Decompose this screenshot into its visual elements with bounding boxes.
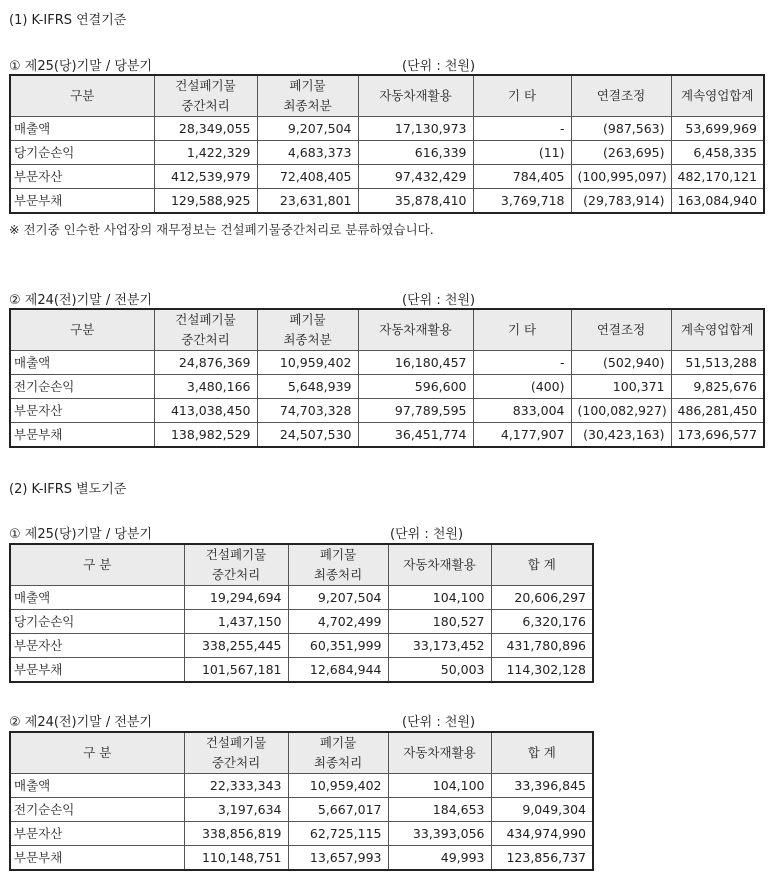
table-cell: 123,856,737: [491, 846, 593, 871]
column-header-line: 자동차재활용: [379, 88, 452, 103]
table-row: [10, 165, 764, 189]
column-header-line: 최종처분: [283, 332, 332, 347]
table-row: [10, 634, 593, 658]
column-header: [473, 309, 571, 351]
column-header: [10, 732, 184, 774]
table-cell: 33,393,056: [388, 822, 491, 846]
column-header-line: 계속영업합계: [681, 322, 754, 337]
row-label: 당기순손익: [10, 141, 154, 165]
row-label: 부문부채: [10, 658, 184, 683]
table-cell: 110,148,751: [184, 846, 288, 871]
table-row: [10, 375, 764, 399]
column-header: [571, 309, 671, 351]
table-cell: 3,769,718: [473, 189, 571, 214]
column-header: [154, 309, 257, 351]
table-cell: 101,567,181: [184, 658, 288, 683]
row-label: 전기순손익: [10, 375, 154, 399]
row-label: 부문부채: [10, 423, 154, 448]
table-cell: 9,207,504: [288, 586, 388, 610]
table-row: [10, 351, 764, 375]
column-header: [184, 732, 288, 774]
table-cell: 17,130,973: [358, 117, 473, 141]
table-3-unit: (단위 : 천원): [390, 527, 464, 542]
table-header-row: [10, 732, 593, 774]
column-header-line: 중간처리: [211, 755, 261, 770]
table-cell: 97,789,595: [358, 399, 473, 423]
row-label: 매출액: [10, 117, 154, 141]
table-row: [10, 189, 764, 214]
column-header-line: 최종처리: [313, 755, 363, 770]
table-cell: 4,702,499: [288, 610, 388, 634]
table-cell: 10,959,402: [288, 774, 388, 798]
column-header-line: 건설폐기물: [205, 547, 267, 562]
table-cell: 19,294,694: [184, 586, 288, 610]
column-header: [358, 75, 473, 117]
table-cell: (263,695): [571, 141, 671, 165]
table-cell: 482,170,121: [671, 165, 764, 189]
table-cell: 12,684,944: [288, 658, 388, 683]
table-separate-current: [9, 543, 594, 683]
column-header: [491, 544, 593, 586]
table-row: [10, 141, 764, 165]
column-header: [10, 75, 154, 117]
row-label: 부문부채: [10, 846, 184, 871]
column-header: [473, 75, 571, 117]
table-header-row: [10, 75, 764, 117]
table-cell: 28,349,055: [154, 117, 257, 141]
column-header: [388, 544, 491, 586]
table-row: [10, 798, 593, 822]
table-cell: -: [473, 117, 571, 141]
table-cell: 114,302,128: [491, 658, 593, 683]
row-label: 전기순손익: [10, 798, 184, 822]
row-label: 매출액: [10, 586, 184, 610]
column-header-line: 연결조정: [596, 322, 646, 337]
table-cell: 4,177,907: [473, 423, 571, 448]
table-cell: 6,458,335: [671, 141, 764, 165]
column-header: [358, 309, 473, 351]
table-cell: (30,423,163): [571, 423, 671, 448]
table-cell: 49,993: [388, 846, 491, 871]
table-cell: 9,207,504: [257, 117, 358, 141]
table-cell: 104,100: [388, 586, 491, 610]
column-header-line: 구 분: [83, 745, 112, 760]
column-header-line: 폐기물: [289, 78, 326, 93]
table-cell: 36,451,774: [358, 423, 473, 448]
column-header-line: 중간처리: [211, 567, 261, 582]
table-4-unit: (단위 : 천원): [402, 715, 476, 730]
table-cell: 33,173,452: [388, 634, 491, 658]
table-cell: 60,351,999: [288, 634, 388, 658]
table-cell: 3,197,634: [184, 798, 288, 822]
column-header-line: 구분: [70, 322, 95, 337]
column-header-line: 구 분: [83, 557, 112, 572]
column-header: [184, 544, 288, 586]
table-row: [10, 822, 593, 846]
table-2-unit: (단위 : 천원): [402, 293, 476, 308]
column-header: [288, 732, 388, 774]
table-row: [10, 117, 764, 141]
row-label: 부문자산: [10, 634, 184, 658]
column-header: [571, 75, 671, 117]
table-cell: 3,480,166: [154, 375, 257, 399]
row-label: 부문자산: [10, 399, 154, 423]
table-cell: 5,648,939: [257, 375, 358, 399]
table-1-note: ※ 전기중 인수한 사업장의 재무정보는 건설폐기물중간처리로 분류하였습니다.: [9, 222, 434, 237]
column-header-line: 구분: [70, 88, 95, 103]
column-header-line: 기 타: [507, 88, 537, 103]
table-3-period: ① 제25(당)기말 / 당분기: [9, 527, 153, 542]
column-header: [257, 75, 358, 117]
column-header-line: 최종처분: [283, 98, 332, 113]
table-cell: 35,878,410: [358, 189, 473, 214]
table-cell: 784,405: [473, 165, 571, 189]
table-cell: 6,320,176: [491, 610, 593, 634]
table-cell: 616,339: [358, 141, 473, 165]
table-cell: 16,180,457: [358, 351, 473, 375]
table-cell: 9,825,676: [671, 375, 764, 399]
column-header-line: 폐기물: [319, 735, 357, 750]
table-cell: (100,995,097): [571, 165, 671, 189]
table-cell: 833,004: [473, 399, 571, 423]
column-header-line: 중간처리: [181, 98, 230, 113]
column-header: [10, 309, 154, 351]
column-header-line: 자동차재활용: [403, 745, 476, 760]
column-header-line: 자동차재활용: [403, 557, 476, 572]
table-cell: (987,563): [571, 117, 671, 141]
column-header-line: 건설폐기물: [175, 78, 236, 93]
table-cell: 163,084,940: [671, 189, 764, 214]
table-cell: 51,513,288: [671, 351, 764, 375]
table-cell: 33,396,845: [491, 774, 593, 798]
table-cell: 173,696,577: [671, 423, 764, 448]
section-heading-consolidated: (1) K-IFRS 연결기준: [9, 13, 127, 28]
row-label: 부문부채: [10, 189, 154, 214]
table-cell: 596,600: [358, 375, 473, 399]
table-cell: 1,437,150: [184, 610, 288, 634]
table-cell: (100,082,927): [571, 399, 671, 423]
table-cell: (11): [473, 141, 571, 165]
table-cell: 184,653: [388, 798, 491, 822]
table-cell: -: [473, 351, 571, 375]
table-cell: 5,667,017: [288, 798, 388, 822]
table-cell: 138,982,529: [154, 423, 257, 448]
table-cell: (400): [473, 375, 571, 399]
table-row: [10, 658, 593, 683]
row-label: 당기순손익: [10, 610, 184, 634]
table-1-period: ① 제25(당)기말 / 당분기: [9, 59, 153, 74]
row-label: 매출액: [10, 774, 184, 798]
table-cell: 72,408,405: [257, 165, 358, 189]
column-header-line: 합 계: [527, 557, 556, 572]
column-header-line: 중간처리: [181, 332, 230, 347]
table-cell: (29,783,914): [571, 189, 671, 214]
column-header-line: 계속영업합계: [681, 88, 754, 103]
table-2-period: ② 제24(전)기말 / 전분기: [9, 293, 153, 308]
table-cell: 413,038,450: [154, 399, 257, 423]
column-header-line: 폐기물: [289, 312, 326, 327]
table-cell: 74,703,328: [257, 399, 358, 423]
table-cell: 100,371: [571, 375, 671, 399]
table-header-row: [10, 544, 593, 586]
column-header-line: 연결조정: [596, 88, 646, 103]
table-cell: 97,432,429: [358, 165, 473, 189]
table-cell: 434,974,990: [491, 822, 593, 846]
column-header: [288, 544, 388, 586]
column-header-line: 기 타: [507, 322, 537, 337]
table-cell: 4,683,373: [257, 141, 358, 165]
table-cell: 53,699,969: [671, 117, 764, 141]
row-label: 부문자산: [10, 165, 154, 189]
table-cell: 104,100: [388, 774, 491, 798]
table-cell: 129,588,925: [154, 189, 257, 214]
table-cell: 486,281,450: [671, 399, 764, 423]
table-cell: 431,780,896: [491, 634, 593, 658]
column-header: [257, 309, 358, 351]
table-row: [10, 774, 593, 798]
table-4-period: ② 제24(전)기말 / 전분기: [9, 715, 153, 730]
table-cell: 180,527: [388, 610, 491, 634]
table-row: [10, 399, 764, 423]
column-header: [10, 544, 184, 586]
table-row: [10, 423, 764, 448]
table-cell: 62,725,115: [288, 822, 388, 846]
table-cell: 338,255,445: [184, 634, 288, 658]
table-cell: 9,049,304: [491, 798, 593, 822]
table-cell: (502,940): [571, 351, 671, 375]
column-header-line: 최종처리: [313, 567, 363, 582]
column-header-line: 건설폐기물: [175, 312, 236, 327]
table-row: [10, 610, 593, 634]
table-cell: 22,333,343: [184, 774, 288, 798]
table-row: [10, 846, 593, 871]
column-header-line: 합 계: [527, 745, 556, 760]
table-cell: 1,422,329: [154, 141, 257, 165]
column-header-line: 건설폐기물: [205, 735, 267, 750]
table-consolidated-prior: [9, 308, 765, 448]
table-1-unit: (단위 : 천원): [402, 59, 476, 74]
row-label: 매출액: [10, 351, 154, 375]
table-cell: 338,856,819: [184, 822, 288, 846]
column-header: [671, 309, 764, 351]
table-consolidated-current: [9, 74, 765, 214]
column-header-line: 자동차재활용: [379, 322, 452, 337]
table-cell: 50,003: [388, 658, 491, 683]
table-cell: 24,876,369: [154, 351, 257, 375]
table-cell: 24,507,530: [257, 423, 358, 448]
section-heading-separate: (2) K-IFRS 별도기준: [9, 482, 127, 497]
column-header: [388, 732, 491, 774]
table-cell: 20,606,297: [491, 586, 593, 610]
table-cell: 13,657,993: [288, 846, 388, 871]
table-header-row: [10, 309, 764, 351]
column-header-line: 폐기물: [319, 547, 357, 562]
column-header: [491, 732, 593, 774]
row-label: 부문자산: [10, 822, 184, 846]
table-row: [10, 586, 593, 610]
table-cell: 10,959,402: [257, 351, 358, 375]
table-cell: 412,539,979: [154, 165, 257, 189]
column-header: [671, 75, 764, 117]
table-separate-prior: [9, 731, 594, 871]
table-cell: 23,631,801: [257, 189, 358, 214]
column-header: [154, 75, 257, 117]
